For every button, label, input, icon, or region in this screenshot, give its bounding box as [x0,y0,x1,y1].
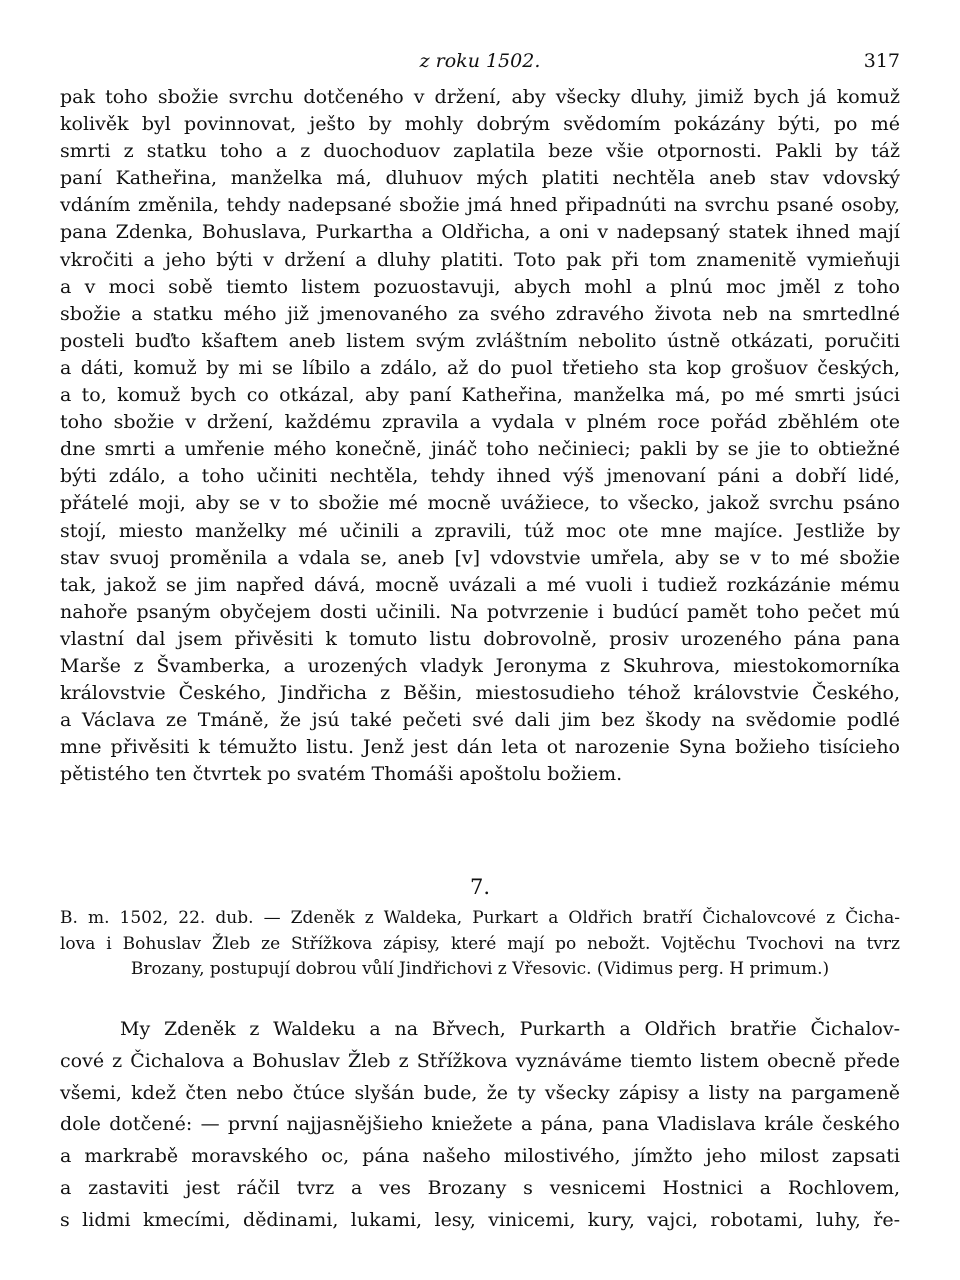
page-number: 317 [863,50,900,72]
text-line: dne smrti a umřenie mého konečně, jináč toho nečinieci; pakli by se jie to obtiežné [60,438,900,461]
text-line: nahoře psaným obyčejem dosti učinili. Na potvrzenie i budúcí pamět toho pečet mú [60,600,900,623]
charter-line: a markrabě moravského oc, pána našeho milostivého, jímžto jeho milost zapsati [60,1145,900,1168]
regest [60,906,900,983]
text-line: stojí, miesto manželky mé učinili a zpravili, túž moc ote mne majíce. Jestliže by [60,519,900,542]
charter-line: dole dotčené: — první najjasnějšieho kniežete a pána, pana Vladislava krále českého [60,1113,900,1136]
text-line: sbožie a statku mého již jmenovaného za svého zdravého života neb na smrtedlné [60,302,900,325]
running-head [60,50,900,74]
regest-line: Brozany, postupují dobrou vůlí Jindřichovi z Vřesovic. (Vidimus perg. H primum.) [130,959,830,979]
text-line: Marše z Švamberka, a urozených vladyk Jeronyma z Skuhrova, miestokomorníka [60,654,900,677]
regest-line: B. m. 1502, 22. dub. — Zdeněk z Waldeka, Purkart a Oldřich bratří Čichalovcové z Čicha- [60,908,900,928]
running-title: z roku 1502. [419,50,541,72]
text-line: vkročiti a jeho býti v držení a dluhy platiti. Toto pak při tom znamenitě vymieňuji [60,248,900,271]
text-line: královstvie Českého, Jindřicha z Běšin, miestosudieho téhož královstvie Českého, [60,682,900,705]
text-line: vlastní dal jsem přivěsiti k tomuto listu dobrovolně, prosiv urozeného pána pana [60,627,900,650]
text-line: pana Zdenka, Bohuslava, Purkartha a Oldřicha, a oni v nadepsaný statek ihned mají [60,221,900,244]
text-line: tak, jakož se jim napřed dává, mocně uvázali a mé vuoli i tudiež rozkázánie mému [60,573,900,596]
charter-line: a zastaviti jest ráčil tvrz a ves Brozany s vesnicemi Hostnici a Rochlovem, [60,1176,900,1199]
text-line: a dáti, komuž by mi se líbilo a zdálo, až do puol třetieho sta kop grošuov českých, [60,356,900,379]
text-line: a Václava ze Tmáně, že jsú také pečeti své dali jim bez škody na svědomie podlé [60,709,900,732]
text-line: přátelé moji, aby se v to sbožie mé mocně uvážiece, to všecko, jakož svrchu psáno [60,492,900,515]
charter-text [60,1014,900,1237]
text-line: a to, komuž bych co otkázal, aby paní Katheřina, manželka má, po mé smrti jsúci [60,384,900,407]
text-line: smrti z statku toho a z duochoduov zaplatila beze všie otpornosti. Pakli by táž [60,140,900,163]
text-line: pak toho sbožie svrchu dotčeného v držení, aby všecky dluhy, jimiž bych já komuž [60,86,900,108]
charter-line: My Zdeněk z Waldeku a na Břvech, Purkarth a Oldřich bratřie Čichalov- [120,1018,900,1040]
body-text [60,84,900,788]
text-line: paní Katheřina, manželka má, dluhuov mých platiti nechtěla aneb stav vdovský [60,167,900,190]
text-line: stav svuoj proměnila a vdala se, aneb [v] vdovstvie umřela, aby se v to mé sbožie [60,546,900,569]
text-line: pětistého ten čtvrtek po svatém Thomáši apoštolu božiem. [60,763,623,786]
text-line: vdáním změnila, tehdy nadepsané sbožie jmá hned připadnúti na svrchu psané osoby, [60,194,900,217]
document-number: 7. [469,875,491,899]
charter-line: cové z Čichalova a Bohuslav Žleb z Střížkova vyznáváme tiemto listem obecně přede [60,1049,900,1072]
text-line: býti zdálo, a toho učiniti nechtěla, tehdy ihned výš jmenovaní páni a dobří lidé, [60,465,900,488]
text-line: mne přivěsiti k témužto listu. Jenž jest dán leta ot narozenie Syna božieho tisícieho [60,736,900,759]
text-line: a v moci sobě tiemto listem pozuostavuji, abych mohl a plnú moc jměl z toho [60,275,900,298]
text-line: kolivěk byl povinnovat, ješto by mohly dobrým svědomím pokázány býti, po mé [60,113,900,136]
text-line: posteli buďto kšaftem aneb listem svým zvláštním nebolito ústně otkázati, poručiti [60,329,900,352]
charter-line: s lidmi kmecími, dědinami, lukami, lesy, vinicemi, kury, vajci, robotami, luhy, ře- [60,1208,900,1231]
charter-line: všemi, kdež čten nebo čtúce slyšán bude, že ty všecky zápisy a listy na pargameně [60,1081,900,1104]
regest-line: lova i Bohuslav Žleb ze Střížkova zápisy, které mají po nebožt. Vojtěchu Tvochovi na tvrz [60,933,900,954]
text-line: toho sbožie v držení, každému zpravila a vydala v plném roce pořád zběhlém ote [60,411,900,434]
